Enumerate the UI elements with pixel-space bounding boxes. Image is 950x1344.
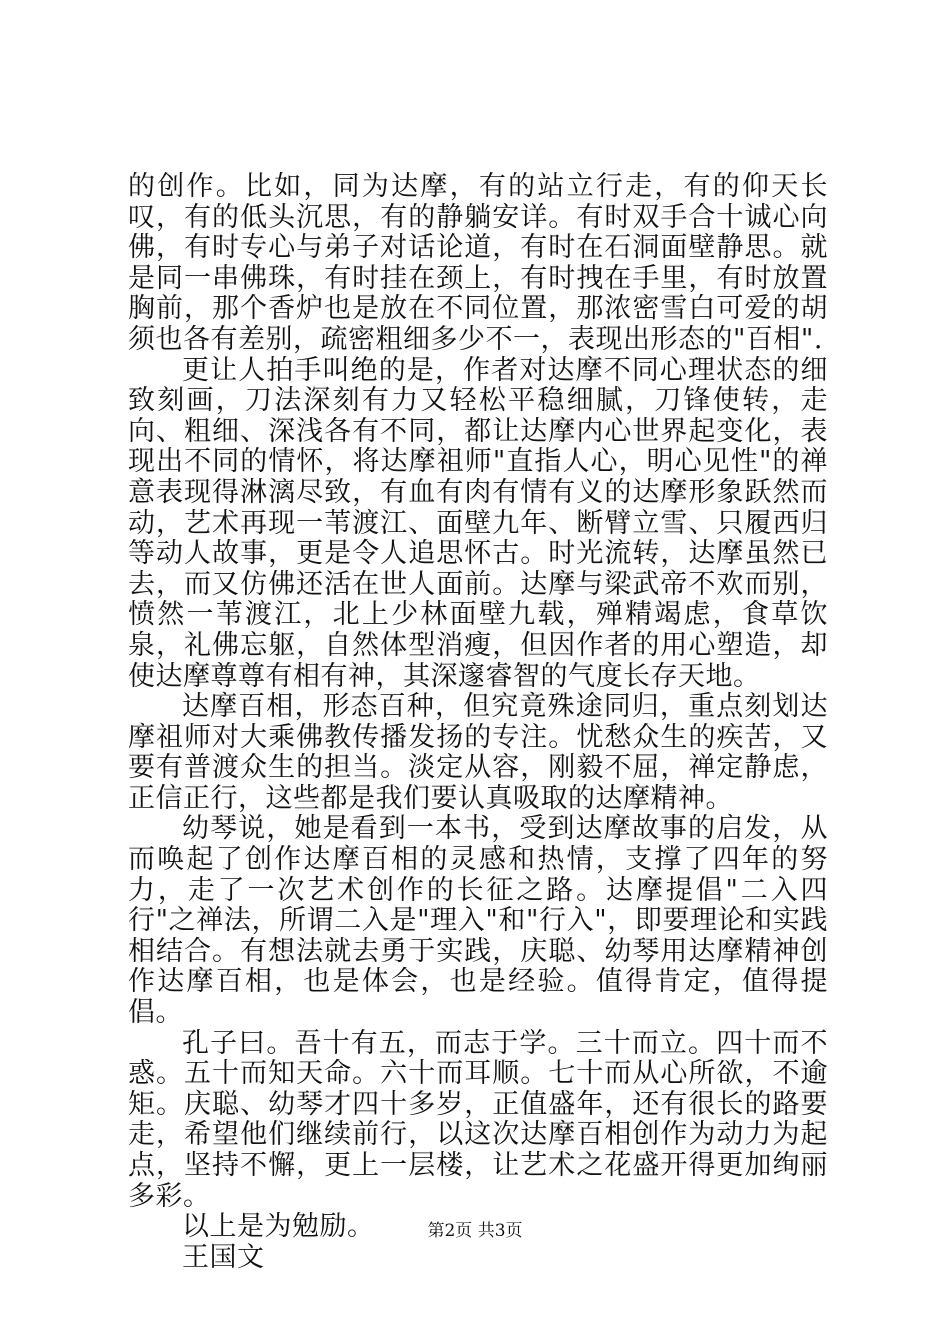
paragraph-4: 幼琴说，她是看到一本书，受到达摩故事的启发，从而唤起了创作达摩百相的灵感和热情，支撑了四年的努力，走了一次艺术创作的长征之路。达摩提倡"二入四行"之禅法，所谓二入是"理入"和"行入"，即要理论和实践相结合。有想法就去勇于实践，庆聪、幼琴用达摩精神创作达摩百相，也是体会，也是经验。值得肯定，值得提倡。 xyxy=(128,813,828,1029)
body-text xyxy=(128,172,828,1273)
paragraph-5: 孔子曰。吾十有五，而志于学。三十而立。四十而不惑。五十而知天命。六十而耳顺。七十而从心所欲，不逾矩。庆聪、幼琴才四十多岁，正值盛年，还有很长的路要走，希望他们继续前行，以这次达摩百相创作为动力为起点，坚持不懈，更上一层楼，让艺术之花盛开得更加绚丽多彩。 xyxy=(128,1027,828,1212)
closing-line: 以上是为勉励。 xyxy=(182,1211,375,1243)
paragraph-3: 达摩百相，形态百种，但究竟殊途同归，重点刻划达摩祖师对大乘佛教传播发扬的专注。忧愁众生的疾苦，又要有普渡众生的担当。淡定从容，刚毅不屈，禅定静虑，正信正行，这些都是我们要认真吸取的达摩精神。 xyxy=(128,691,828,814)
page-number-footer: 第2页 共3页 xyxy=(427,1221,523,1241)
paragraph-1: 的创作。比如，同为达摩，有的站立行走，有的仰天长叹，有的低头沉思，有的静躺安详。有时双手合十诚心向佛，有时专心与弟子对话论道，有时在石洞面壁静思。就是同一串佛珠，有时挂在颈上，有时拽在手里，有时放置胸前，那个香炉也是放在不同位置，那浓密雪白可爱的胡须也各有差别，疏密粗细多少不一，表现出形态的"百相". xyxy=(128,171,828,355)
paragraph-2: 更让人拍手叫绝的是，作者对达摩不同心理状态的细致刻画，刀法深刻有力又轻松平稳细腻，刀锋使转，走向、粗细、深浅各有不同，都让达摩内心世界起变化，表现出不同的情怀，将达摩祖师"直指人心，明心见性"的禅意表现得淋漓尽致，有血有肉有情有义的达摩形象跃然而动，艺术再现一苇渡江、面壁九年、断臂立雪、只履西归等动人故事，更是令人追思怀古。时光流转，达摩虽然已去，而又仿佛还活在世人面前。达摩与梁武帝不欢而别，愤然一苇渡江，北上少林面壁九载，殚精竭虑，食草饮泉，礼佛忘躯，自然体型消瘦，但因作者的用心塑造，却使达摩尊尊有相有神，其深邃睿智的气度长存天地。 xyxy=(128,354,828,692)
author-signature: 王国文 xyxy=(182,1241,265,1273)
